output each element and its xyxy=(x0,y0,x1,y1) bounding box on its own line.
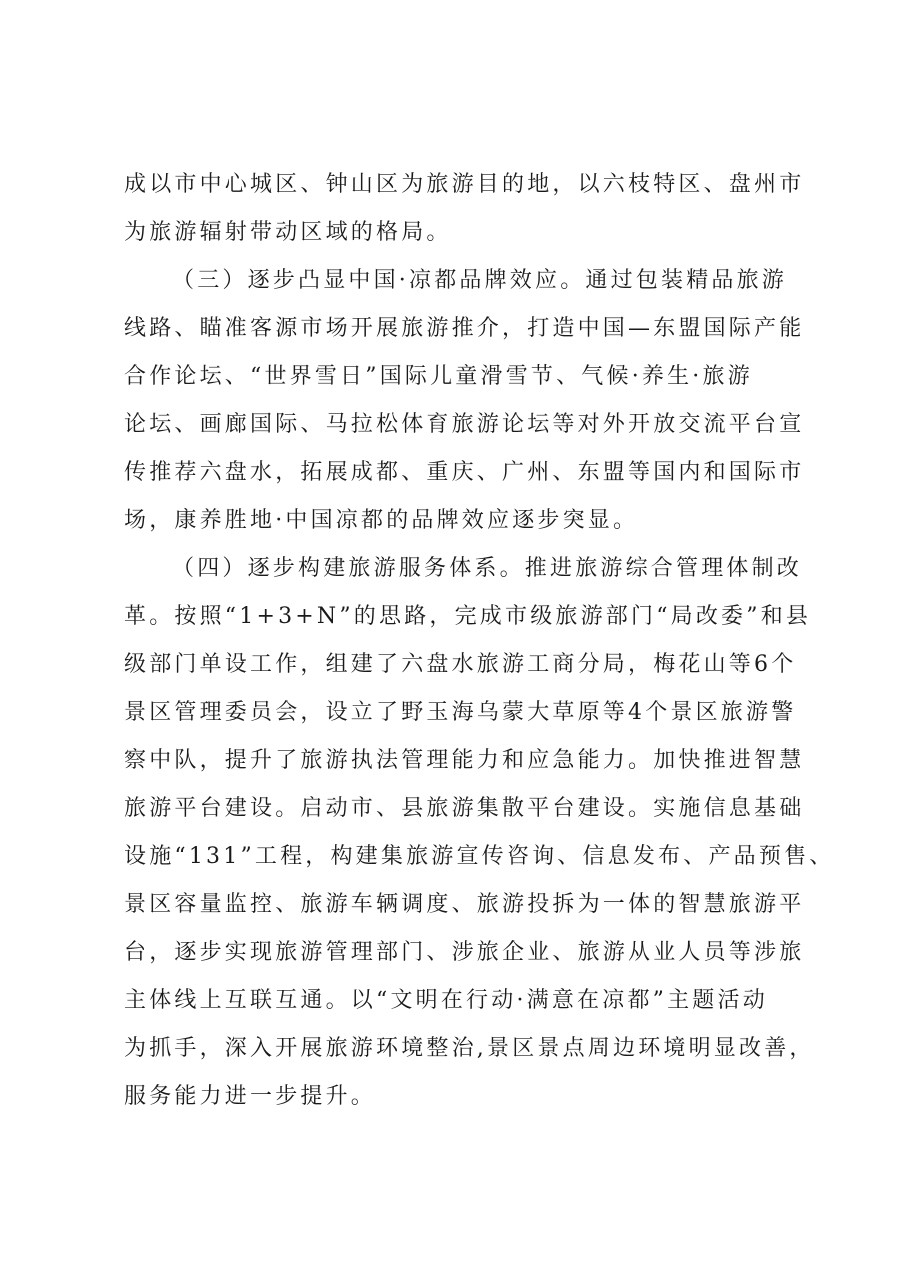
text-line: 传推荐六盘水，拓展成都、重庆、广州、东盟等国内和国际市 xyxy=(124,460,805,485)
text-line: 级部门单设工作，组建了六盘水旅游工商分局，梅花山等6个 xyxy=(124,652,797,677)
text-line: 察中队，提升了旅游执法管理能力和应急能力。加快推进智慧 xyxy=(124,748,805,773)
text-line: 旅游平台建设。启动市、县旅游集散平台建设。实施信息基础 xyxy=(124,796,805,821)
text-line: 线路、瞄准客源市场开展旅游推介，打造中国—东盟国际产能 xyxy=(124,316,805,341)
text-line: 成以市中心城区、钟山区为旅游目的地，以六枝特区、盘州市 xyxy=(124,172,805,197)
text-line: 主体线上互联互通。以“文明在行动·满意在凉都”主题活动 xyxy=(124,988,768,1013)
text-line: 景区容量监控、旅游车辆调度、旅游投拆为一体的智慧旅游平 xyxy=(124,892,805,917)
text-line: 场，康养胜地·中国凉都的品牌效应逐步突显。 xyxy=(124,508,639,533)
text-line: 台，逐步实现旅游管理部门、涉旅企业、旅游从业人员等涉旅 xyxy=(124,940,805,965)
text-line: 为旅游辐射带动区域的格局。 xyxy=(124,220,452,245)
text-line: 合作论坛、“世界雪日”国际儿童滑雪节、气候·养生·旅游 xyxy=(124,364,753,389)
text-line: 为抓手，深入开展旅游环境整治,景区景点周边环境明显改善， xyxy=(124,1036,815,1061)
text-line: 服务能力进一步提升。 xyxy=(124,1084,377,1109)
paragraph-four-heading-line: （四）逐步构建旅游服务体系。推进旅游综合管理体制改 xyxy=(172,556,803,581)
text-line: 论坛、画廊国际、马拉松体育旅游论坛等对外开放交流平台宣 xyxy=(124,412,805,437)
text-line: 景区管理委员会，设立了野玉海乌蒙大草原等4个景区旅游警 xyxy=(124,700,797,725)
paragraph-three-heading-line: （三）逐步凸显中国·凉都品牌效应。通过包装精品旅游 xyxy=(172,268,787,293)
text-line: 设施“131”工程，构建集旅游宣传咨询、信息发布、产品预售、 xyxy=(124,844,835,869)
text-line: 革。按照“1+3+N”的思路，完成市级旅游部门“局改委”和县 xyxy=(124,604,812,629)
